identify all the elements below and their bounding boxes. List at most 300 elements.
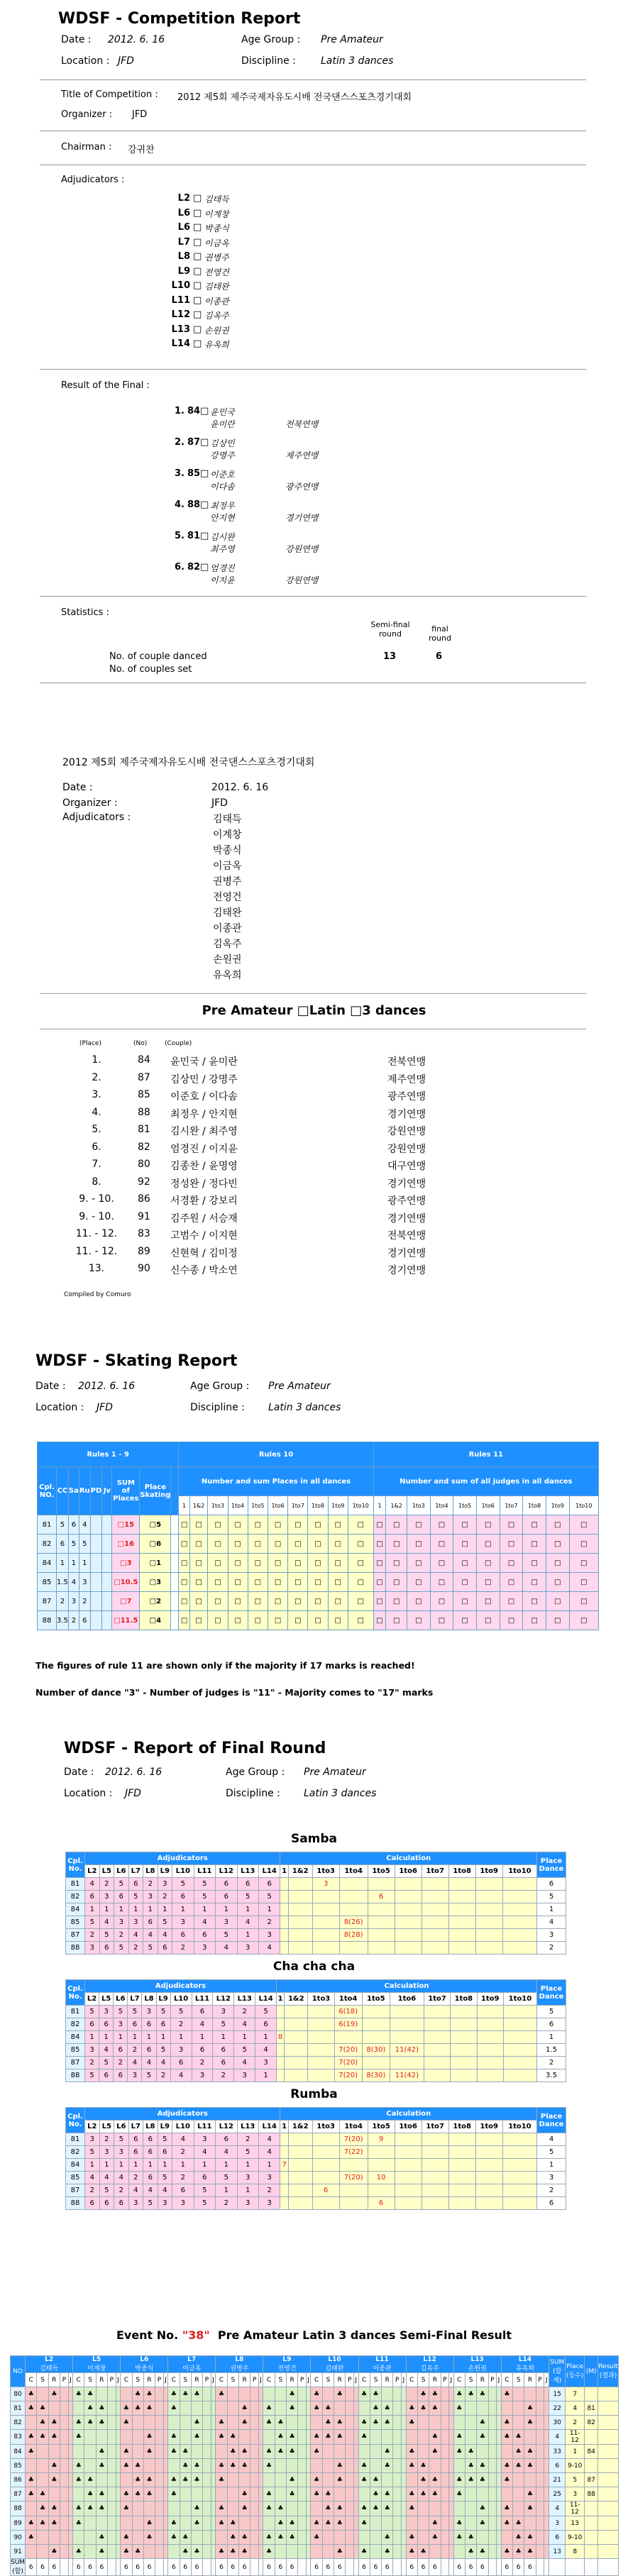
mark-cell bbox=[544, 2445, 549, 2459]
jv-cell bbox=[102, 1611, 112, 1630]
mark-cell bbox=[358, 2445, 370, 2459]
header-row bbox=[11, 2373, 619, 2387]
mark-cell: 2 bbox=[216, 2197, 237, 2210]
table-row bbox=[66, 2172, 566, 2184]
mark-cell: ♣ bbox=[275, 2430, 286, 2445]
rules-11-col: 1to10 bbox=[569, 1496, 598, 1515]
calc-cell bbox=[451, 2044, 477, 2057]
jv-cell bbox=[102, 1535, 112, 1554]
mark-cell: ♣ bbox=[453, 2401, 465, 2416]
blank-header bbox=[171, 1467, 179, 1515]
mark-cell bbox=[168, 2502, 180, 2516]
mark-cell: 5 bbox=[114, 1942, 129, 1955]
mark-cell: ♣ bbox=[406, 2445, 417, 2459]
sum-cell: 13 bbox=[549, 2545, 566, 2559]
mark-cell bbox=[346, 2545, 354, 2559]
mark-cell: ♣ bbox=[513, 2545, 524, 2559]
dance-col: J bbox=[258, 2373, 263, 2387]
age-label: Age Group : bbox=[241, 34, 301, 45]
rules-10-cell: □ bbox=[328, 1535, 348, 1554]
mark-cell: ♣ bbox=[26, 2487, 37, 2502]
summary-team: 광주연맹 bbox=[387, 1091, 426, 1102]
rules-10-cell: □ bbox=[208, 1535, 228, 1554]
mark-cell bbox=[108, 2416, 116, 2430]
mark-cell bbox=[108, 2545, 116, 2559]
mark-cell: ♣ bbox=[168, 2487, 180, 2502]
mark-cell: 2 bbox=[237, 2133, 258, 2146]
sa-cell: 1 bbox=[68, 1554, 79, 1573]
mark-cell bbox=[250, 2516, 259, 2531]
mark-cell: 3 bbox=[237, 2172, 258, 2184]
summary-couple: 김시완 / 최주영 bbox=[170, 1126, 238, 1137]
mark-cell: ♣ bbox=[96, 2487, 107, 2502]
rules-10-cell: □ bbox=[308, 1515, 328, 1535]
mark-cell: ♣ bbox=[287, 2516, 298, 2531]
mark-cell: 5 bbox=[216, 2172, 237, 2184]
mark-cell: 6 bbox=[99, 2197, 114, 2210]
table-row bbox=[66, 2044, 566, 2057]
dance-col: J bbox=[449, 2373, 454, 2387]
mark-cell bbox=[417, 2531, 429, 2545]
dance-col: S bbox=[132, 2373, 143, 2387]
summary-couple: 엄경진 / 이지윤 bbox=[170, 1143, 238, 1155]
sum-cell: 33 bbox=[549, 2445, 566, 2459]
mark-cell: ♣ bbox=[73, 2430, 84, 2445]
mark-cell: ♣ bbox=[37, 2430, 48, 2445]
calc-cell bbox=[288, 1891, 312, 1903]
cpl-cell: 85 bbox=[66, 2172, 85, 2184]
rules-11-cell: □ bbox=[373, 1554, 386, 1573]
mark-cell: ♣ bbox=[263, 2445, 275, 2459]
blank-cell bbox=[171, 1592, 179, 1611]
calc-cell bbox=[308, 2069, 334, 2082]
judge-code: L9 bbox=[282, 2356, 292, 2363]
rules-10-cell: □ bbox=[348, 1592, 373, 1611]
sum-cell: □7 bbox=[112, 1592, 140, 1611]
mark-cell bbox=[84, 2445, 96, 2459]
mark-cell bbox=[227, 2401, 238, 2416]
mark-cell bbox=[322, 2445, 334, 2459]
mark-cell: 3 bbox=[114, 2146, 129, 2159]
rules-11-cell: □ bbox=[373, 1515, 386, 1535]
ru-cell: 1 bbox=[79, 1554, 90, 1573]
mark-cell: 1 bbox=[216, 2184, 237, 2197]
calc-cell bbox=[477, 2031, 503, 2044]
calc-cell bbox=[502, 2159, 536, 2172]
cpl-header: Cpl. No. bbox=[66, 2108, 85, 2133]
calc-col: 1to6 bbox=[395, 1865, 422, 1878]
mark-cell bbox=[477, 2487, 488, 2502]
mark-cell: 6 bbox=[172, 1929, 194, 1942]
mark-cell bbox=[382, 2430, 393, 2445]
rules-11-col: 1to8 bbox=[523, 1496, 546, 1515]
judge-name: 이계창 bbox=[87, 2365, 106, 2372]
place-cell: 2 bbox=[537, 1942, 566, 1955]
mark-cell: ♣ bbox=[334, 2387, 346, 2401]
adj-col: L2 bbox=[85, 1993, 99, 2006]
adjudicator-name: 전영건 bbox=[204, 267, 229, 277]
place-cell: 1 bbox=[537, 2159, 566, 2172]
calc-cell bbox=[288, 2146, 312, 2159]
no-cell: 80 bbox=[11, 2387, 26, 2401]
rules-10-cell: □ bbox=[348, 1611, 373, 1630]
mark-cell: ♣ bbox=[334, 2430, 346, 2445]
mark-cell bbox=[406, 2387, 417, 2401]
mark-cell bbox=[417, 2516, 429, 2531]
mark-cell bbox=[417, 2502, 429, 2516]
ru-cell: 6 bbox=[79, 1611, 90, 1630]
calc-cell bbox=[422, 1929, 448, 1942]
cpl-cell: 82 bbox=[66, 2018, 85, 2031]
mark-cell bbox=[488, 2445, 497, 2459]
mark-cell: ♣ bbox=[191, 2545, 202, 2559]
calc-cell bbox=[339, 1878, 368, 1891]
rules-11-cell: □ bbox=[523, 1573, 546, 1592]
mark-cell bbox=[488, 2430, 497, 2445]
result-cell bbox=[598, 2531, 619, 2545]
summary-team: 제주연맹 bbox=[387, 1073, 426, 1085]
rules-1-9-header: Rules 1 - 9 bbox=[38, 1442, 179, 1467]
cpl-cell: 82 bbox=[66, 2146, 85, 2159]
mark-cell bbox=[477, 2531, 488, 2545]
mark-cell: 2 bbox=[258, 2184, 280, 2197]
mark-cell: ♣ bbox=[311, 2401, 322, 2416]
mark-cell: 1 bbox=[85, 2159, 100, 2172]
rules-10-cell: □ bbox=[308, 1554, 328, 1573]
sum-cell: 6 bbox=[549, 2531, 566, 2545]
mark-cell bbox=[132, 2430, 143, 2445]
summary-team: 경기연맹 bbox=[387, 1247, 426, 1259]
mark-cell bbox=[155, 2487, 164, 2502]
calc-cell bbox=[368, 2146, 395, 2159]
mark-cell bbox=[334, 2445, 346, 2459]
rules-11-cell: □ bbox=[569, 1515, 598, 1535]
table-row bbox=[38, 1611, 599, 1630]
mark-cell bbox=[216, 2531, 227, 2545]
mark-cell bbox=[227, 2502, 238, 2516]
rules-10-cell: □ bbox=[228, 1535, 248, 1554]
header-row bbox=[11, 2356, 619, 2373]
mark-cell: 2 bbox=[114, 1929, 129, 1942]
table-row bbox=[66, 1929, 566, 1942]
mark-cell bbox=[536, 2401, 544, 2416]
place-cell: 2 bbox=[566, 2416, 585, 2430]
cpl-cell: 84 bbox=[66, 1903, 85, 1916]
mark-cell: 1 bbox=[114, 2159, 129, 2172]
mark-cell bbox=[132, 2502, 143, 2516]
mark-cell bbox=[513, 2487, 524, 2502]
sum-cell: 6 bbox=[143, 2559, 155, 2576]
mark-cell bbox=[26, 2502, 37, 2516]
summary-adjudicator: 권병주 bbox=[213, 876, 242, 888]
mark-cell bbox=[513, 2401, 524, 2416]
mark-cell: ♣ bbox=[513, 2516, 524, 2531]
calc-cell bbox=[368, 1929, 395, 1942]
mark-cell bbox=[382, 2516, 393, 2531]
mark-cell: 6 bbox=[258, 1878, 280, 1891]
stats-row-set: No. of couples set bbox=[109, 664, 192, 675]
mark-cell: ♣ bbox=[429, 2531, 441, 2545]
mark-cell bbox=[203, 2416, 211, 2430]
judge-header bbox=[406, 2356, 453, 2373]
calc-cell bbox=[448, 1878, 475, 1891]
dance-col: C bbox=[501, 2373, 512, 2387]
calc-col: 1to8 bbox=[451, 1993, 477, 2006]
cpl-cell: 87 bbox=[66, 1929, 85, 1942]
dance-col: R bbox=[191, 2373, 202, 2387]
mark-cell: ♣ bbox=[477, 2416, 488, 2430]
mark-cell: ♣ bbox=[96, 2401, 107, 2416]
place-cell: 3 bbox=[537, 1929, 566, 1942]
summary-place: 5. bbox=[92, 1124, 101, 1135]
mark-cell: ♣ bbox=[37, 2401, 48, 2416]
mark-cell: 1 bbox=[99, 2159, 114, 2172]
place-cell: 4 bbox=[537, 1916, 566, 1929]
rules-10-col: 1to9 bbox=[328, 1496, 348, 1515]
mark-cell: ♣ bbox=[417, 2387, 429, 2401]
adjudicator-code: L14 bbox=[171, 338, 190, 349]
rules-11-cell: □ bbox=[453, 1535, 477, 1554]
pd-cell bbox=[90, 1535, 102, 1554]
mark-cell: 3 bbox=[237, 2197, 258, 2210]
mark-cell bbox=[334, 2531, 346, 2545]
calc-col: 1to4 bbox=[334, 1993, 362, 2006]
mark-cell bbox=[298, 2545, 307, 2559]
mark-cell: ♣ bbox=[311, 2516, 322, 2531]
summary-adjudicator: 이종관 bbox=[213, 923, 242, 934]
final-number: 88 bbox=[187, 499, 201, 510]
mark-cell: ♣ bbox=[132, 2545, 143, 2559]
mark-cell bbox=[287, 2416, 298, 2430]
mark-cell bbox=[275, 2545, 286, 2559]
mark-cell bbox=[37, 2531, 48, 2545]
mark-cell: ♣ bbox=[216, 2387, 227, 2401]
mark-cell: ♣ bbox=[453, 2487, 465, 2502]
mark-cell bbox=[585, 2430, 598, 2445]
mark-cell: ♣ bbox=[73, 2473, 84, 2487]
mark-cell bbox=[250, 2416, 259, 2430]
mark-cell bbox=[488, 2531, 497, 2545]
mark-cell bbox=[96, 2473, 107, 2487]
rules-10-cell: □ bbox=[208, 1611, 228, 1630]
mark-cell: ♣ bbox=[238, 2401, 250, 2416]
calc-cell bbox=[280, 1878, 288, 1891]
mark-cell: ♣ bbox=[370, 2473, 381, 2487]
calc-cell bbox=[277, 2069, 285, 2082]
mark-cell: 5 bbox=[156, 2044, 170, 2057]
calc-cell bbox=[395, 2197, 422, 2210]
mark-cell bbox=[155, 2387, 164, 2401]
mark-cell bbox=[84, 2430, 96, 2445]
mark-cell: 3 bbox=[234, 2069, 255, 2082]
mark-cell: 3 bbox=[216, 1916, 237, 1929]
calc-cell bbox=[503, 2031, 536, 2044]
calc-cell: 7(20) bbox=[334, 2057, 362, 2069]
mark-cell: 4 bbox=[85, 2172, 100, 2184]
final-man: 엄경진 bbox=[210, 563, 235, 573]
table-row bbox=[11, 2430, 619, 2445]
mark-cell bbox=[524, 2430, 536, 2445]
mark-cell: ♣ bbox=[287, 2473, 298, 2487]
mark-cell: 1 bbox=[194, 1903, 215, 1916]
mark-cell: ♣ bbox=[358, 2416, 370, 2430]
adj-col: L6 bbox=[114, 2121, 129, 2133]
final-marker: □ bbox=[200, 468, 209, 479]
mark-cell: 1 bbox=[158, 2159, 172, 2172]
dance-col: P bbox=[298, 2373, 307, 2387]
mark-cell: 1 bbox=[99, 2031, 114, 2044]
rules-11-col: 1to5 bbox=[453, 1496, 477, 1515]
calc-cell: 9 bbox=[368, 2133, 395, 2146]
mark-cell: 2 bbox=[143, 1878, 158, 1891]
rules-10-cell: □ bbox=[328, 1573, 348, 1592]
dance-col: C bbox=[26, 2373, 37, 2387]
mark-cell bbox=[203, 2401, 211, 2416]
mark-cell bbox=[393, 2516, 402, 2531]
calc-cell bbox=[448, 2133, 475, 2146]
adj-col: L8 bbox=[143, 2121, 158, 2133]
mark-cell bbox=[441, 2459, 449, 2473]
calc-cell bbox=[502, 1878, 536, 1891]
table-row bbox=[66, 2006, 566, 2018]
cpl-cell: 81 bbox=[66, 2133, 85, 2146]
mark-cell bbox=[322, 2473, 334, 2487]
rules-11-cell: □ bbox=[453, 1592, 477, 1611]
mark-cell: ♣ bbox=[227, 2531, 238, 2545]
mark-cell bbox=[168, 2459, 180, 2473]
rules-10-cell: □ bbox=[189, 1611, 208, 1630]
mark-cell: ♣ bbox=[334, 2416, 346, 2430]
mark-cell bbox=[465, 2516, 476, 2531]
sum-cell: 6 bbox=[263, 2559, 275, 2576]
calc-cell bbox=[422, 1891, 448, 1903]
mark-cell: ♣ bbox=[238, 2531, 250, 2545]
cpl-cell: 87 bbox=[66, 2057, 85, 2069]
adj-col: L13 bbox=[237, 2121, 258, 2133]
dance-col: J bbox=[211, 2373, 216, 2387]
mark-cell bbox=[108, 2459, 116, 2473]
calc-cell bbox=[422, 1942, 448, 1955]
calc-cell bbox=[395, 1878, 422, 1891]
mark-cell: 1 bbox=[156, 2031, 170, 2044]
calc-cell bbox=[424, 2057, 450, 2069]
mark-cell: 4 bbox=[99, 2044, 114, 2057]
calc-col: 1to7 bbox=[424, 1993, 450, 2006]
mark-cell: 3 bbox=[158, 1878, 172, 1891]
mark-cell bbox=[60, 2531, 69, 2545]
mark-cell: ♣ bbox=[406, 2401, 417, 2416]
mark-cell: 6 bbox=[158, 2146, 172, 2159]
mark-cell bbox=[406, 2473, 417, 2487]
mark-cell: ♣ bbox=[311, 2531, 322, 2545]
mark-cell: ♣ bbox=[524, 2445, 536, 2459]
judge-header bbox=[168, 2356, 216, 2373]
calc-cell bbox=[503, 2006, 536, 2018]
mark-cell: ♣ bbox=[453, 2531, 465, 2545]
summary-place: 2. bbox=[92, 1071, 101, 1083]
adjudicator-code: L8 bbox=[177, 251, 190, 262]
adjudicator-name: 박종식 bbox=[204, 223, 229, 233]
mark-cell bbox=[96, 2516, 107, 2531]
cpl-cell: 85 bbox=[66, 2044, 85, 2057]
mark-cell bbox=[155, 2445, 164, 2459]
mark-cell: ♣ bbox=[477, 2387, 488, 2401]
blank-cell bbox=[171, 1535, 179, 1554]
rules-11-cell: □ bbox=[500, 1611, 523, 1630]
mark-cell bbox=[370, 2516, 381, 2531]
mark-cell bbox=[180, 2416, 191, 2430]
mark-cell: ♣ bbox=[477, 2545, 488, 2559]
rules-11-col: 1to3 bbox=[407, 1496, 430, 1515]
place-cell: 2 bbox=[537, 2184, 566, 2197]
sum-label-cell: SUM (합) bbox=[11, 2559, 26, 2575]
mark-cell bbox=[429, 2545, 441, 2559]
place-cell: □2 bbox=[140, 1592, 171, 1611]
rules-10-cell: □ bbox=[208, 1515, 228, 1535]
mark-cell bbox=[191, 2531, 202, 2545]
place-cell: 1 bbox=[566, 2445, 585, 2459]
table-row bbox=[11, 2387, 619, 2401]
sum-cell: 6 bbox=[358, 2559, 370, 2576]
mark-cell: 2 bbox=[158, 1891, 172, 1903]
mark-cell: 1 bbox=[237, 1929, 258, 1942]
calc-cell: 7(20) bbox=[339, 2172, 368, 2184]
mark-cell: 5 bbox=[213, 2018, 234, 2031]
dance-col: R bbox=[48, 2373, 60, 2387]
mark-cell bbox=[250, 2459, 259, 2473]
mark-cell bbox=[536, 2445, 544, 2459]
summary-place: 3. bbox=[92, 1089, 101, 1100]
mark-cell: ♣ bbox=[37, 2516, 48, 2531]
mark-cell: ♣ bbox=[370, 2387, 381, 2401]
result-of-final-label: Result of the Final : bbox=[61, 380, 150, 391]
calc-cell bbox=[280, 2133, 288, 2146]
summary-couple: 신수종 / 박소연 bbox=[170, 1265, 238, 1276]
calc-cell bbox=[448, 2184, 475, 2197]
judge-name: 손원권 bbox=[468, 2365, 487, 2372]
summary-couple: 윤민국 / 윤미란 bbox=[170, 1056, 238, 1068]
summary-couple: 김주원 / 서승재 bbox=[170, 1212, 238, 1225]
calc-cell bbox=[395, 1891, 422, 1903]
mark-cell: ♣ bbox=[453, 2473, 465, 2487]
result-cell bbox=[598, 2445, 619, 2459]
summary-place: 9. - 10. bbox=[79, 1193, 114, 1205]
mark-cell bbox=[108, 2473, 116, 2487]
calc-cell bbox=[475, 1916, 502, 1929]
mark-cell: ♣ bbox=[358, 2545, 370, 2559]
calc-cell bbox=[422, 1878, 448, 1891]
rules-10-cell: □ bbox=[208, 1573, 228, 1592]
mark-cell: ♣ bbox=[238, 2487, 250, 2502]
adjudicator-name: 김태득 bbox=[204, 194, 229, 204]
calc-cell bbox=[308, 2044, 334, 2057]
result-cell bbox=[598, 2516, 619, 2531]
place-cell: 2 bbox=[537, 2057, 566, 2069]
mark-cell bbox=[488, 2545, 497, 2559]
sa-cell: 3 bbox=[68, 1592, 79, 1611]
table-row bbox=[66, 2197, 566, 2210]
dance-col: J bbox=[402, 2373, 407, 2387]
mark-cell: 4 bbox=[114, 2172, 129, 2184]
mark-cell: ♣ bbox=[417, 2473, 429, 2487]
mark-cell: 6 bbox=[128, 1878, 143, 1891]
mark-cell: 4 bbox=[128, 2057, 142, 2069]
mark-cell bbox=[465, 2487, 476, 2502]
table-row bbox=[38, 1535, 599, 1554]
rules-10-col: 1to6 bbox=[268, 1496, 287, 1515]
mark-cell: ♣ bbox=[180, 2459, 191, 2473]
final-team: 강원연맹 bbox=[285, 575, 319, 585]
